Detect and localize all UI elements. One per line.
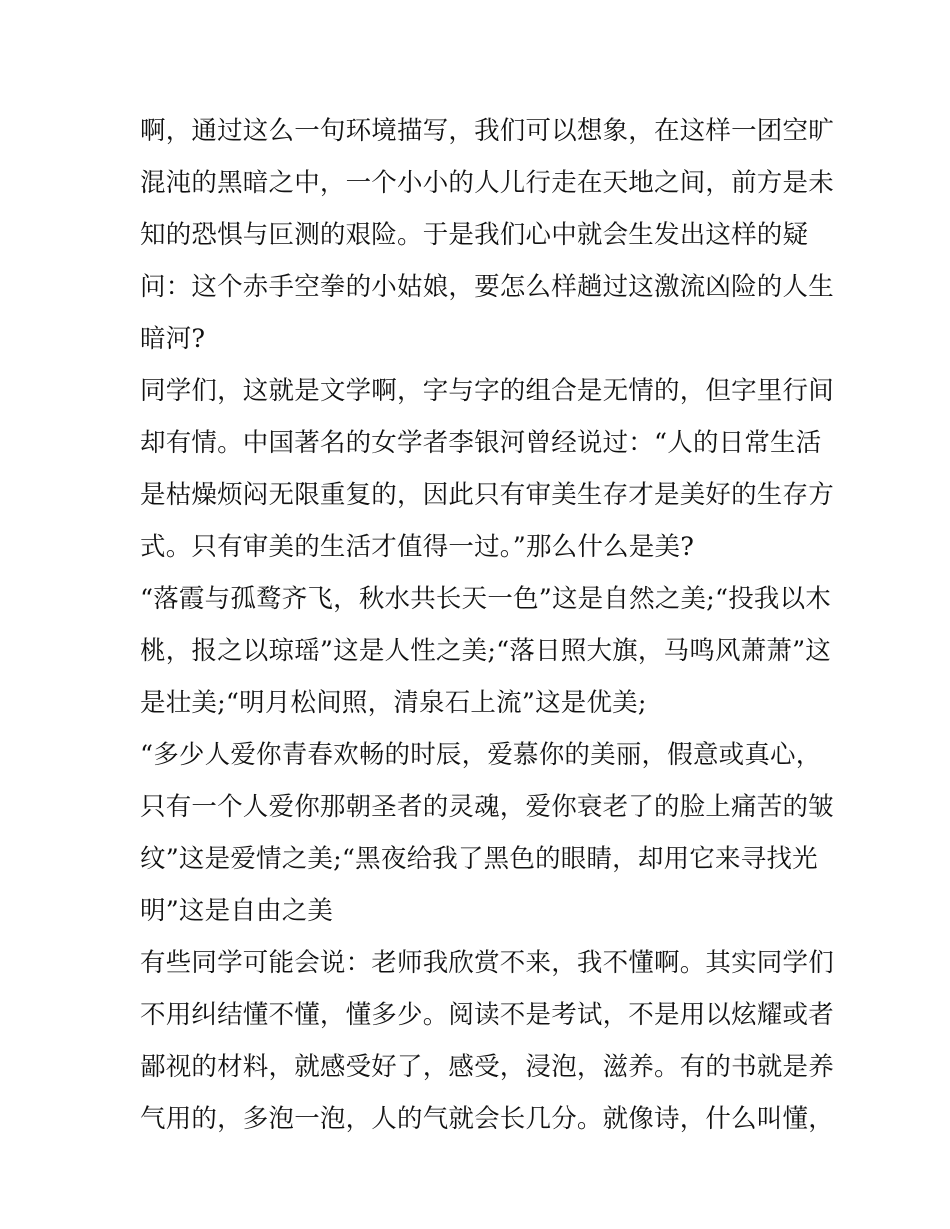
text-line: 混沌的黑暗之中，一个小小的人儿行走在天地之间，前方是未	[140, 168, 834, 198]
text-line: 鄙视的材料，就感受好了，感受，浸泡，滋养。有的书就是养	[140, 1052, 834, 1082]
text-line: 是壮美;“明月松间照，清泉石上流”这是优美;	[140, 688, 647, 718]
text-line: 只有一个人爱你那朝圣者的灵魂，爱你衰老了的脸上痛苦的皱	[140, 792, 834, 822]
text-line: 式。只有审美的生活才值得一过。”那么什么是美?	[140, 532, 695, 562]
text-line: 暗河?	[140, 324, 206, 354]
body-text	[140, 105, 834, 1145]
text-line: 明”这是自由之美	[140, 896, 334, 926]
text-line: “落霞与孤鹜齐飞，秋水共长天一色”这是自然之美;“投我以木	[140, 584, 832, 614]
text-line: 同学们，这就是文学啊，字与字的组合是无情的，但字里行间	[140, 376, 834, 406]
text-line: 啊，通过这么一句环境描写，我们可以想象，在这样一团空旷	[140, 116, 834, 146]
text-line: 有些同学可能会说：老师我欣赏不来，我不懂啊。其实同学们	[140, 948, 834, 978]
text-line: 问：这个赤手空拳的小姑娘，要怎么样趟过这激流凶险的人生	[140, 272, 834, 302]
text-line: 是枯燥烦闷无限重复的，因此只有审美生存才是美好的生存方	[140, 480, 834, 510]
text-line: 不用纠结懂不懂，懂多少。阅读不是考试，不是用以炫耀或者	[140, 1000, 834, 1030]
text-line: 知的恐惧与叵测的艰险。于是我们心中就会生发出这样的疑	[140, 220, 809, 250]
text-line: 气用的，多泡一泡，人的气就会长几分。就像诗，什么叫懂，	[140, 1104, 834, 1134]
text-line: 纹”这是爱情之美;“黑夜给我了黑色的眼睛，却用它来寻找光	[140, 844, 818, 874]
text-line: 却有情。中国著名的女学者李银河曾经说过：“人的日常生活	[140, 428, 822, 458]
text-line: “多少人爱你青春欢畅的时辰，爱慕你的美丽，假意或真心，	[140, 740, 822, 770]
text-line: 桃，报之以琼瑶”这是人性之美;“落日照大旗，马鸣风萧萧”这	[140, 636, 832, 666]
